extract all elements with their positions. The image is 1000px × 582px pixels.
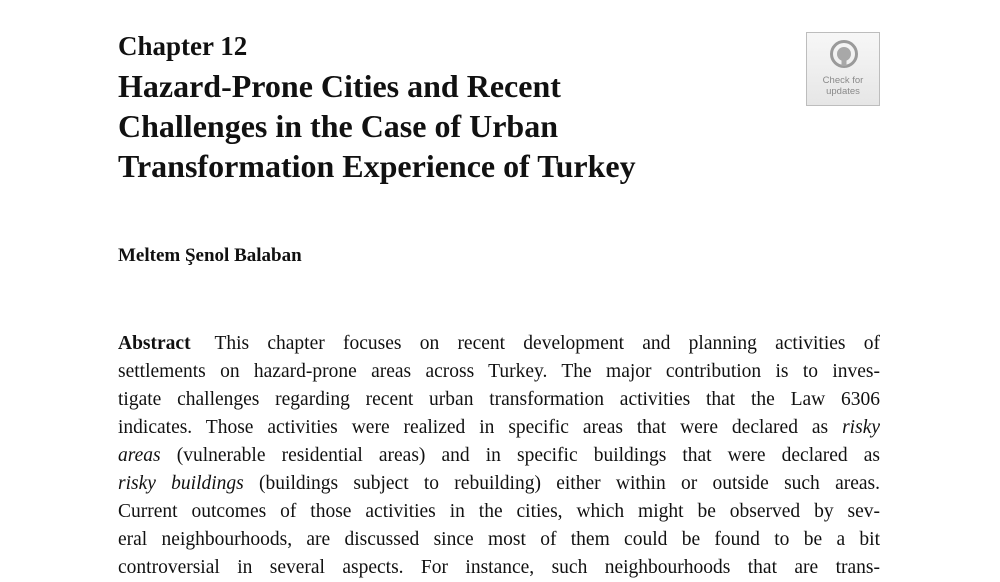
abstract-line-1: Abstract This chapter focuses on recent development and planning activities of	[118, 333, 880, 354]
chapter-number: Chapter 12	[118, 31, 248, 61]
abstract-line-6: risky buildings (buildings subject to rebuilding) either within or outside such areas.	[118, 473, 880, 494]
badge-label-line-1: Check for	[822, 75, 864, 86]
abstract-line-5: areas (vulnerable residential areas) and in specific buildings that were declared as	[118, 445, 881, 466]
check-for-updates-icon	[830, 40, 858, 68]
badge-label-line-2: updates	[826, 86, 860, 97]
chapter-title	[118, 66, 798, 186]
italic-term-risky-buildings: risky buildings	[118, 473, 244, 494]
abstract-line-3: tigate challenges regarding recent urban transformation activities that the Law 6306	[118, 389, 880, 410]
check-for-updates-badge[interactable]	[806, 32, 880, 106]
author-name: Meltem Şenol Balaban	[118, 245, 302, 266]
abstract-line-9: controversial in several aspects. For instance, such neighbourhoods that are trans-	[118, 557, 880, 578]
abstract-line-7: Current outcomes of those activities in the cities, which might be observed by sev-	[118, 501, 880, 522]
abstract-line-2: settlements on hazard-prone areas across Turkey. The major contribution is to inves-	[118, 361, 880, 382]
abstract	[118, 330, 880, 582]
italic-term-areas: areas	[118, 445, 161, 466]
italic-term-risky: risky	[842, 417, 880, 438]
abstract-line-8: eral neighbourhoods, are discussed since most of them could be found to be a bit	[118, 529, 880, 550]
chapter-title-line-1: Hazard-Prone Cities and Recent	[118, 68, 561, 104]
chapter-title-line-2: Challenges in the Case of Urban	[118, 108, 559, 144]
abstract-line-4: indicates. Those activities were realized in specific areas that were declared as risky	[118, 417, 880, 438]
badge-label	[807, 75, 879, 97]
abstract-heading: Abstract	[118, 333, 191, 354]
chapter-title-line-3: Transformation Experience of Turkey	[118, 148, 636, 184]
